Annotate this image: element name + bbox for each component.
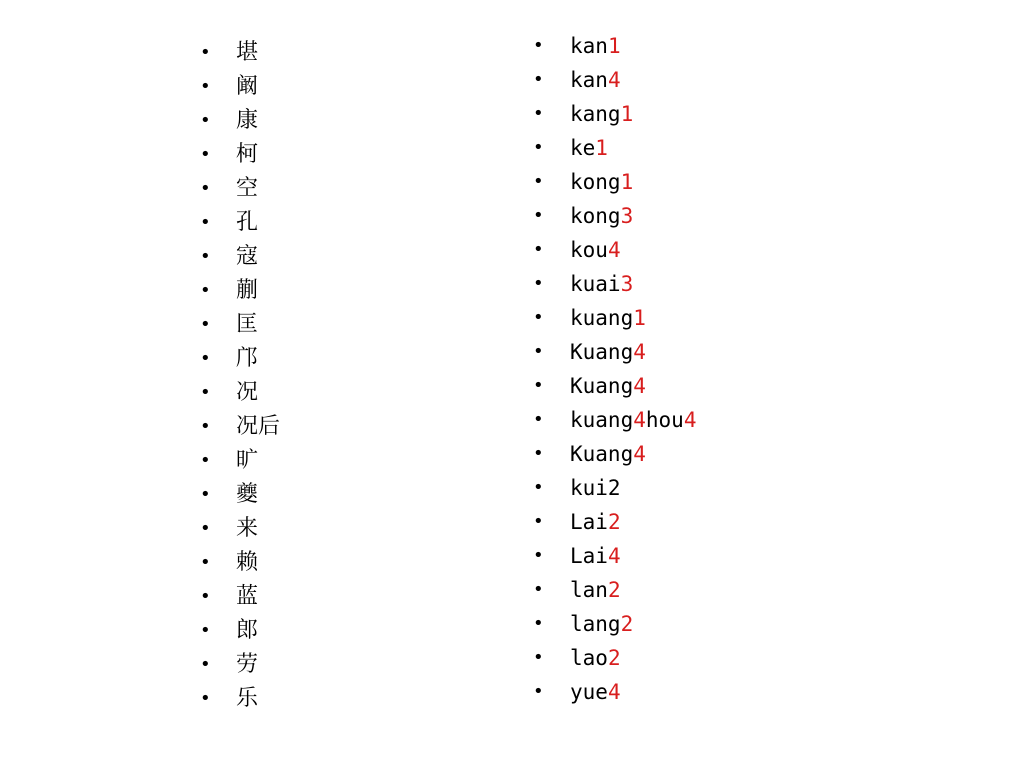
pinyin-item — [533, 607, 696, 641]
tone-number: 3 — [620, 272, 634, 296]
pinyin-item — [533, 199, 696, 233]
pinyin-syllable: ke — [570, 136, 596, 160]
pinyin-syllable: hou — [645, 408, 684, 432]
pinyin-item — [533, 641, 696, 675]
tone-number: 1 — [607, 34, 621, 58]
tone-number: 4 — [683, 408, 697, 432]
pinyin-item — [533, 301, 696, 335]
pinyin-item — [533, 675, 696, 709]
hanzi-item: • 康 — [200, 104, 280, 138]
hanzi-item: • 孔 — [200, 206, 280, 240]
pinyin-item — [533, 267, 696, 301]
pinyin-syllable: Kuang — [570, 442, 634, 466]
tone-number: 4 — [633, 442, 646, 466]
pinyin-list — [533, 29, 696, 709]
tone-number: 3 — [620, 204, 634, 228]
hanzi-item: • 匡 — [200, 308, 280, 342]
hanzi-item: • 况后 — [200, 410, 280, 444]
pinyin-item — [533, 97, 696, 131]
pinyin-item — [533, 573, 696, 607]
pinyin-syllable: lan — [570, 578, 608, 602]
hanzi-item: • 空 — [200, 172, 280, 206]
pinyin-item — [533, 165, 696, 199]
hanzi-item: • 柯 — [200, 138, 280, 172]
tone-number: 2 — [607, 578, 621, 602]
pinyin-syllable: Kuang — [570, 340, 634, 364]
tone-number: 1 — [620, 102, 634, 126]
pinyin-item — [533, 335, 696, 369]
hanzi-item: • 来 — [200, 512, 280, 546]
hanzi-item: • 邝 — [200, 342, 280, 376]
pinyin-item — [533, 403, 696, 437]
tone-number: 4 — [633, 374, 646, 398]
hanzi-item: • 乐 — [200, 682, 280, 716]
hanzi-item: • 堪 — [200, 36, 280, 70]
hanzi-item: • 蒯 — [200, 274, 280, 308]
pinyin-item — [533, 233, 696, 267]
pinyin-syllable: Lai — [570, 510, 608, 534]
tone-number: 4 — [607, 544, 621, 568]
tone-number: 2 — [620, 612, 634, 636]
pinyin-syllable: kong — [570, 170, 621, 194]
tone-number: 2 — [607, 646, 621, 670]
pinyin-syllable: kuai — [570, 272, 621, 296]
pinyin-syllable: kang — [570, 102, 621, 126]
pinyin-syllable: kui2 — [570, 476, 621, 500]
pinyin-syllable: kou — [570, 238, 608, 262]
pinyin-syllable: kuang — [570, 306, 634, 330]
tone-number: 1 — [595, 136, 608, 160]
tone-number: 4 — [633, 340, 646, 364]
pinyin-syllable: Lai — [570, 544, 608, 568]
pinyin-item — [533, 437, 696, 471]
pinyin-item — [533, 369, 696, 403]
hanzi-item: • 寇 — [200, 240, 280, 274]
tone-number: 1 — [620, 170, 634, 194]
hanzi-item: • 赖 — [200, 546, 280, 580]
pinyin-syllable: Kuang — [570, 374, 634, 398]
pinyin-syllable: lao — [570, 646, 608, 670]
hanzi-item: • 郎 — [200, 614, 280, 648]
pinyin-syllable: kan — [570, 68, 608, 92]
pinyin-item — [533, 505, 696, 539]
pinyin-syllable: kuang — [570, 408, 634, 432]
pinyin-syllable: yue — [570, 680, 608, 704]
tone-number: 2 — [607, 510, 621, 534]
pinyin-syllable: kong — [570, 204, 621, 228]
pinyin-item — [533, 131, 696, 165]
hanzi-item: • 夔 — [200, 478, 280, 512]
tone-number: 4 — [607, 68, 621, 92]
tone-number: 4 — [633, 408, 646, 432]
hanzi-item: • 况 — [200, 376, 280, 410]
hanzi-item: • 阚 — [200, 70, 280, 104]
hanzi-item: • 劳 — [200, 648, 280, 682]
pinyin-item — [533, 29, 696, 63]
tone-number: 4 — [607, 238, 621, 262]
pinyin-syllable: kan — [570, 34, 608, 58]
pinyin-item — [533, 539, 696, 573]
hanzi-list — [200, 36, 280, 716]
tone-number: 4 — [607, 680, 621, 704]
pinyin-item — [533, 471, 696, 505]
tone-number: 1 — [633, 306, 646, 330]
hanzi-item: • 蓝 — [200, 580, 280, 614]
hanzi-item: • 旷 — [200, 444, 280, 478]
pinyin-item — [533, 63, 696, 97]
pinyin-syllable: lang — [570, 612, 621, 636]
